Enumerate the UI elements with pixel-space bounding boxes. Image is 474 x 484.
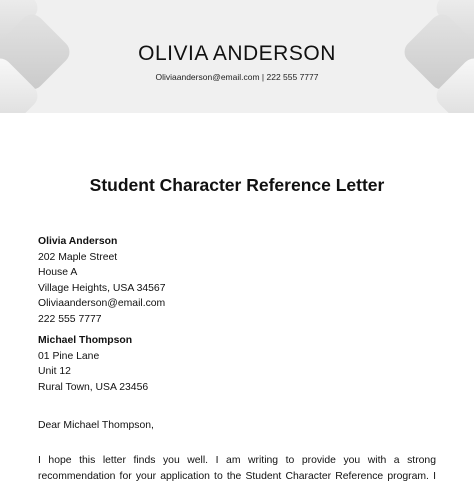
- document-title: Student Character Reference Letter: [89, 175, 385, 195]
- recipient-line: Rural Town, USA 23456: [38, 381, 149, 393]
- recipient-line: Unit 12: [38, 366, 71, 378]
- recipient-line: 01 Pine Lane: [38, 350, 100, 362]
- sender-line: 202 Maple Street: [38, 251, 118, 263]
- sender-line: 222 555 7777: [38, 313, 102, 325]
- sender-name: Olivia Anderson: [38, 236, 118, 247]
- body-line: I hope this letter finds you well. I am writing to provide you with a strong: [38, 455, 436, 466]
- letterhead: [0, 0, 474, 113]
- recipient-address: [38, 333, 148, 395]
- sender-line: Village Heights, USA 34567: [38, 282, 166, 294]
- letterhead-contact: Oliviaanderson@email.com | 222 555 7777: [155, 72, 319, 82]
- body-paragraph: [38, 453, 436, 484]
- salutation: Dear Michael Thompson,: [38, 420, 154, 431]
- sender-line: House A: [38, 267, 78, 279]
- recipient-name: Michael Thompson: [38, 335, 133, 346]
- sender-line: Oliviaanderson@email.com: [38, 298, 166, 310]
- body-line: recommendation for your application to the Student Character Reference program. I: [38, 470, 436, 482]
- sender-address: [38, 234, 165, 328]
- letterhead-name: OLIVIA ANDERSON: [138, 42, 336, 65]
